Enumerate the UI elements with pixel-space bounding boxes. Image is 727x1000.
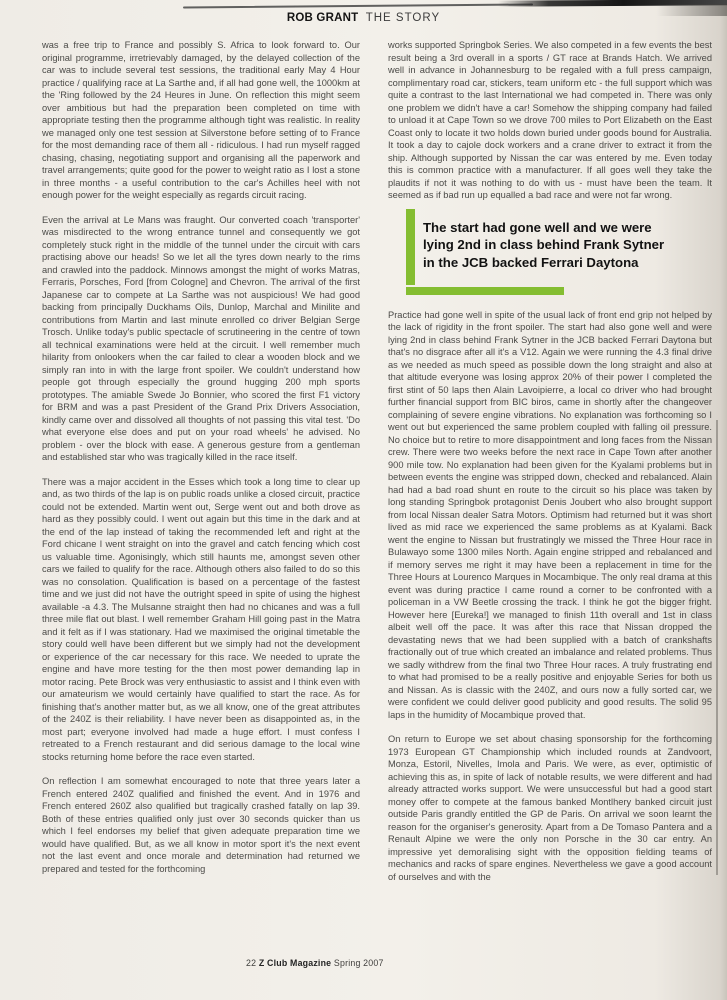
footer-magazine-name: Z Club Magazine <box>258 958 332 968</box>
pull-quote-bottom-bar <box>406 287 564 295</box>
footer-page-number: 22 <box>246 958 257 968</box>
scan-edge-artifact <box>716 420 718 875</box>
footer-issue: Spring 2007 <box>333 958 384 968</box>
right-column <box>388 39 712 895</box>
pull-quote-left-bar <box>406 209 415 285</box>
body-paragraph: On reflection I am somewhat encouraged to note that three years later a French entered 240Z qualified and finished the event. And in 1976 and French entered 260Z also qualified but tragically crashed fatally on lap 39. Both of these entries qualified only just over 30 seconds quicker than us which I feel endorses my belief that given adequate preparation time we would have qualified. But, as we all know in motor sport it's the next event not the last event and once morale and determination had returned we prepared and tested for the forthcoming <box>42 776 360 874</box>
body-paragraph: On return to Europe we set about chasing sponsorship for the forthcoming 1973 European GT Championship which included rounds at Zandvoort, Monza, Estoril, Nivelles, Imola and Paris. We were, as ever, optimistic of achieving this as, in spite of lack of notable results, we were different and had already attracted works support. We were unsuccessful but had a good start money offer to compete at the famous banked Montlhery banked circuit just outside Paris grandly entitled the GP de Paris. On arrival we soon learnt the reason for the organiser's generosity. Apart from a De Tomaso Pantera and a Renault Alpine we were the only non Porsche in the 30 car entry. An impressive yet demoralising sight with the opposition fielding teams of mechanics and racks of spare engines. Nevertheless we gave a good account of ourselves and with the <box>388 734 712 882</box>
page-footer <box>246 958 384 968</box>
pull-quote-text: The start had gone well and we were lying 2nd in class behind Frank Sytner in the JCB backed Ferrari Daytona <box>423 219 665 270</box>
pull-quote <box>406 214 712 295</box>
body-paragraph: Even the arrival at Le Mans was fraught. Our converted coach 'transporter' was misdirected to the wrong entrance tunnel and consequently we got completely stuck right in the middle of the tunnel under the circuit with cars practising above our heads! So we let all the tyres down nearly to the rims and crawled into the paddock. Minnows amongst the might of works Matras, Ferraris, Porsches, Ford [from Cologne] and Chevron. The arrival of the first Japanese car to compete at La Sarthe was not auspicious! We had good backing from principally Duckhams Oils, Dunlop, Marchal and Minilite and contributions from Martin and last minute enrolled co driver Belgian Serge Trosch. Unlike today's public spectacle of scrutineering in the centre of town all technical examinations were held at the circuit. I well remember much hilarity from onlookers when the car failed to clear a wooden block and we simply ran into in with the large front spoiler. We couldn't understand how people got through especially the ground hugging 200 mph sports prototypes. The amiable Swede Jo Bonnier, who scored the first F1 victory for BRM and was a past President of the Grand Prix Drivers Association, kindly came over and dissolved all thoughts of not passing this vital test. 'Do what everyone else does and put on your road wheels' he advised. No problem - over the block with ease. A generous gesture from a gentleman and established star who was tragically killed in the race itself. <box>42 214 360 462</box>
body-paragraph: There was a major accident in the Esses which took a long time to clear up and, as two thirds of the lap is on public roads unlike a closed circuit, practice could not be extended. Martin went out, Serge went out and both drove as hard as they possibly could. I went out again but this time in the dark and at the end of the lap instead of taking the recommended left and right at the Ford chicane I went straight on into the gravel and catch fencing which cost us valuable time. Agonisingly, which still haunts me, amongst seven other cars we failed to qualify for the race. Although others also failed to do so this was no consolation. Qualification is based on a percentage of the fastest time and we just did not have the outright speed in spite of using the highest available -a 4.3. The Mulsanne straight then had no chicanes and was a full three mile flat out blast. I well remember Graham Hill going past in the Matra and it felt as if I was stationary. Had we maximised the original timetable the story could well have been different but we simply had not the development or experience of the car necessary for this race. We needed to uprate the engine and have more testing for the then most power demanding lap in motor racing. Pete Brock was very enthusiastic to assist and I think even with our amateurism we would certainly have qualified to start the race. As for finishing that's another matter but, as we all know, one of the great attributes of the 240Z is their reliability. I have never been as disappointed as, in the most part; everyone involved had made a huge effort. I must confess I retreated to a French restaurant and did serious damage to the local wine stocks returning home before the race even started. <box>42 476 360 762</box>
scan-edge-artifact <box>183 3 533 8</box>
article-title: THE STORY <box>365 12 441 24</box>
body-paragraph: Practice had gone well in spite of the usual lack of front end grip not helped by the lack of rigidity in the front spoiler. The start had also gone well and were lying 2nd in class behind Frank Sytner in the JCB backed Ferrari Daytona but that's no disgrace after all it's a V12. Again we were running the 4.3 final drive as we needed as much speed as possible down the long straight and also at that altitude everyone was losing approx 20% of their power I completed the first stint of 50 laps then Alain Lavoipierre, a local co driver who had brought further financial support from BIC biros, came in shortly after the changeover complaining of severe engine vibrations. No explanation was forthcoming so I went out but experienced the same problem coupled with falling oil pressure. No choice but to retire to more disappointment and long faces from the Nissan crew. There were two weeks before the next race in Cape Town after another 900 mile tow. No explanation had been given for the Kyalami problems but in between events the engine was stripped down, checked and rebalanced. Alain had had a bad road shunt en route to the circuit so his place was taken by long standing Springbok protagonist Denis Joubert who also brought support from local Nissan dealer Satra Motors. Optimism had returned but it was short lived as mid race we experienced the same problems as at Kyalami. Back went the engine to Nissan but frustratingly we missed the Three Hour race in Bulawayo some 1300 miles North. Again engine stripped and rebalanced and if memory serves me right it may have been a replacement in time for the Three Hours at Lourenco Marques in Mocambique. The only real drama at this event was during practice I came round a corner to be confronted with a policeman in a VW Beetle crossing the track. I think he got the bigger fright. However here [Eureka!] we managed to finish 11th overall and 1st in class albeit well off the pace. It was after this race that Nissan dropped the devastating news that we had been supplied with a batch of crankshafts fractionally out of true which created an imbalance and related problems. Thus we sadly withdrew from the final two Three Hour races. A truly frustrating end to what had promised to be a really positive and enjoyable Series for both us and Nissan. As is classic with the 240Z, and ours now a fully sorted car, we were confident we could deliver good publicity and good results. The solid 95 laps in the humidity of Mocambique proved that. <box>388 309 712 720</box>
body-paragraph: works supported Springbok Series. We also competed in a few events the best result being a 3rd overall in a sports / GT race at Brands Hatch. We arrived well in advance in Johannesburg to be regaled with a full press campaign, complimentary road car, stickers, team uniform etc - the full support which was quite a contrast to the last International we had competed in. There was only one problem we didn't have a car! Somehow the shipping company had failed to unload it at Cape Town so we drove 700 miles to Port Elizabeth on the East Coast only to locate it two holds down buried under goods bound for Australia. It took a day to cajole dock workers and a crane driver to extract it from the ship. Although supported by Nissan the car was entered by me. Even today this is common practice with a manufacturer. If all goes well they take the plaudits if not it was nothing to do with us - must have been the team. It seemed as if bad run up equalled a bad race and were not far wrong. <box>388 40 712 200</box>
body-paragraph: was a free trip to France and possibly S. Africa to look forward to. Our original programme, irretrievably damaged, by the delayed collection of the car was to include several test sessions, the traditional early May 4 Hour practice / qualifying race at La Sarthe and, if all had gone well, the 1000km at the 'Ring followed by the 24 Heures in June. On reflection this might seem over ambitious but had the preparation been completed on time with appropriate testing then the programme although tight was realistic. In reality we managed only one test session at Silverstone before setting of to France for the most demanding race of them all - ridiculous. I had run myself ragged chasing, chasing, negotiating support and organising all the paperwork and travel arrangements; quite good for the power to weight ratio as I lost a stone in three months - a useful contribution to the car's Achilles heel with not enough power for the weight especially as regards circuit racing. <box>42 40 360 200</box>
left-column <box>42 39 360 887</box>
article-author: ROB GRANT <box>286 12 359 24</box>
page-header <box>0 12 727 24</box>
